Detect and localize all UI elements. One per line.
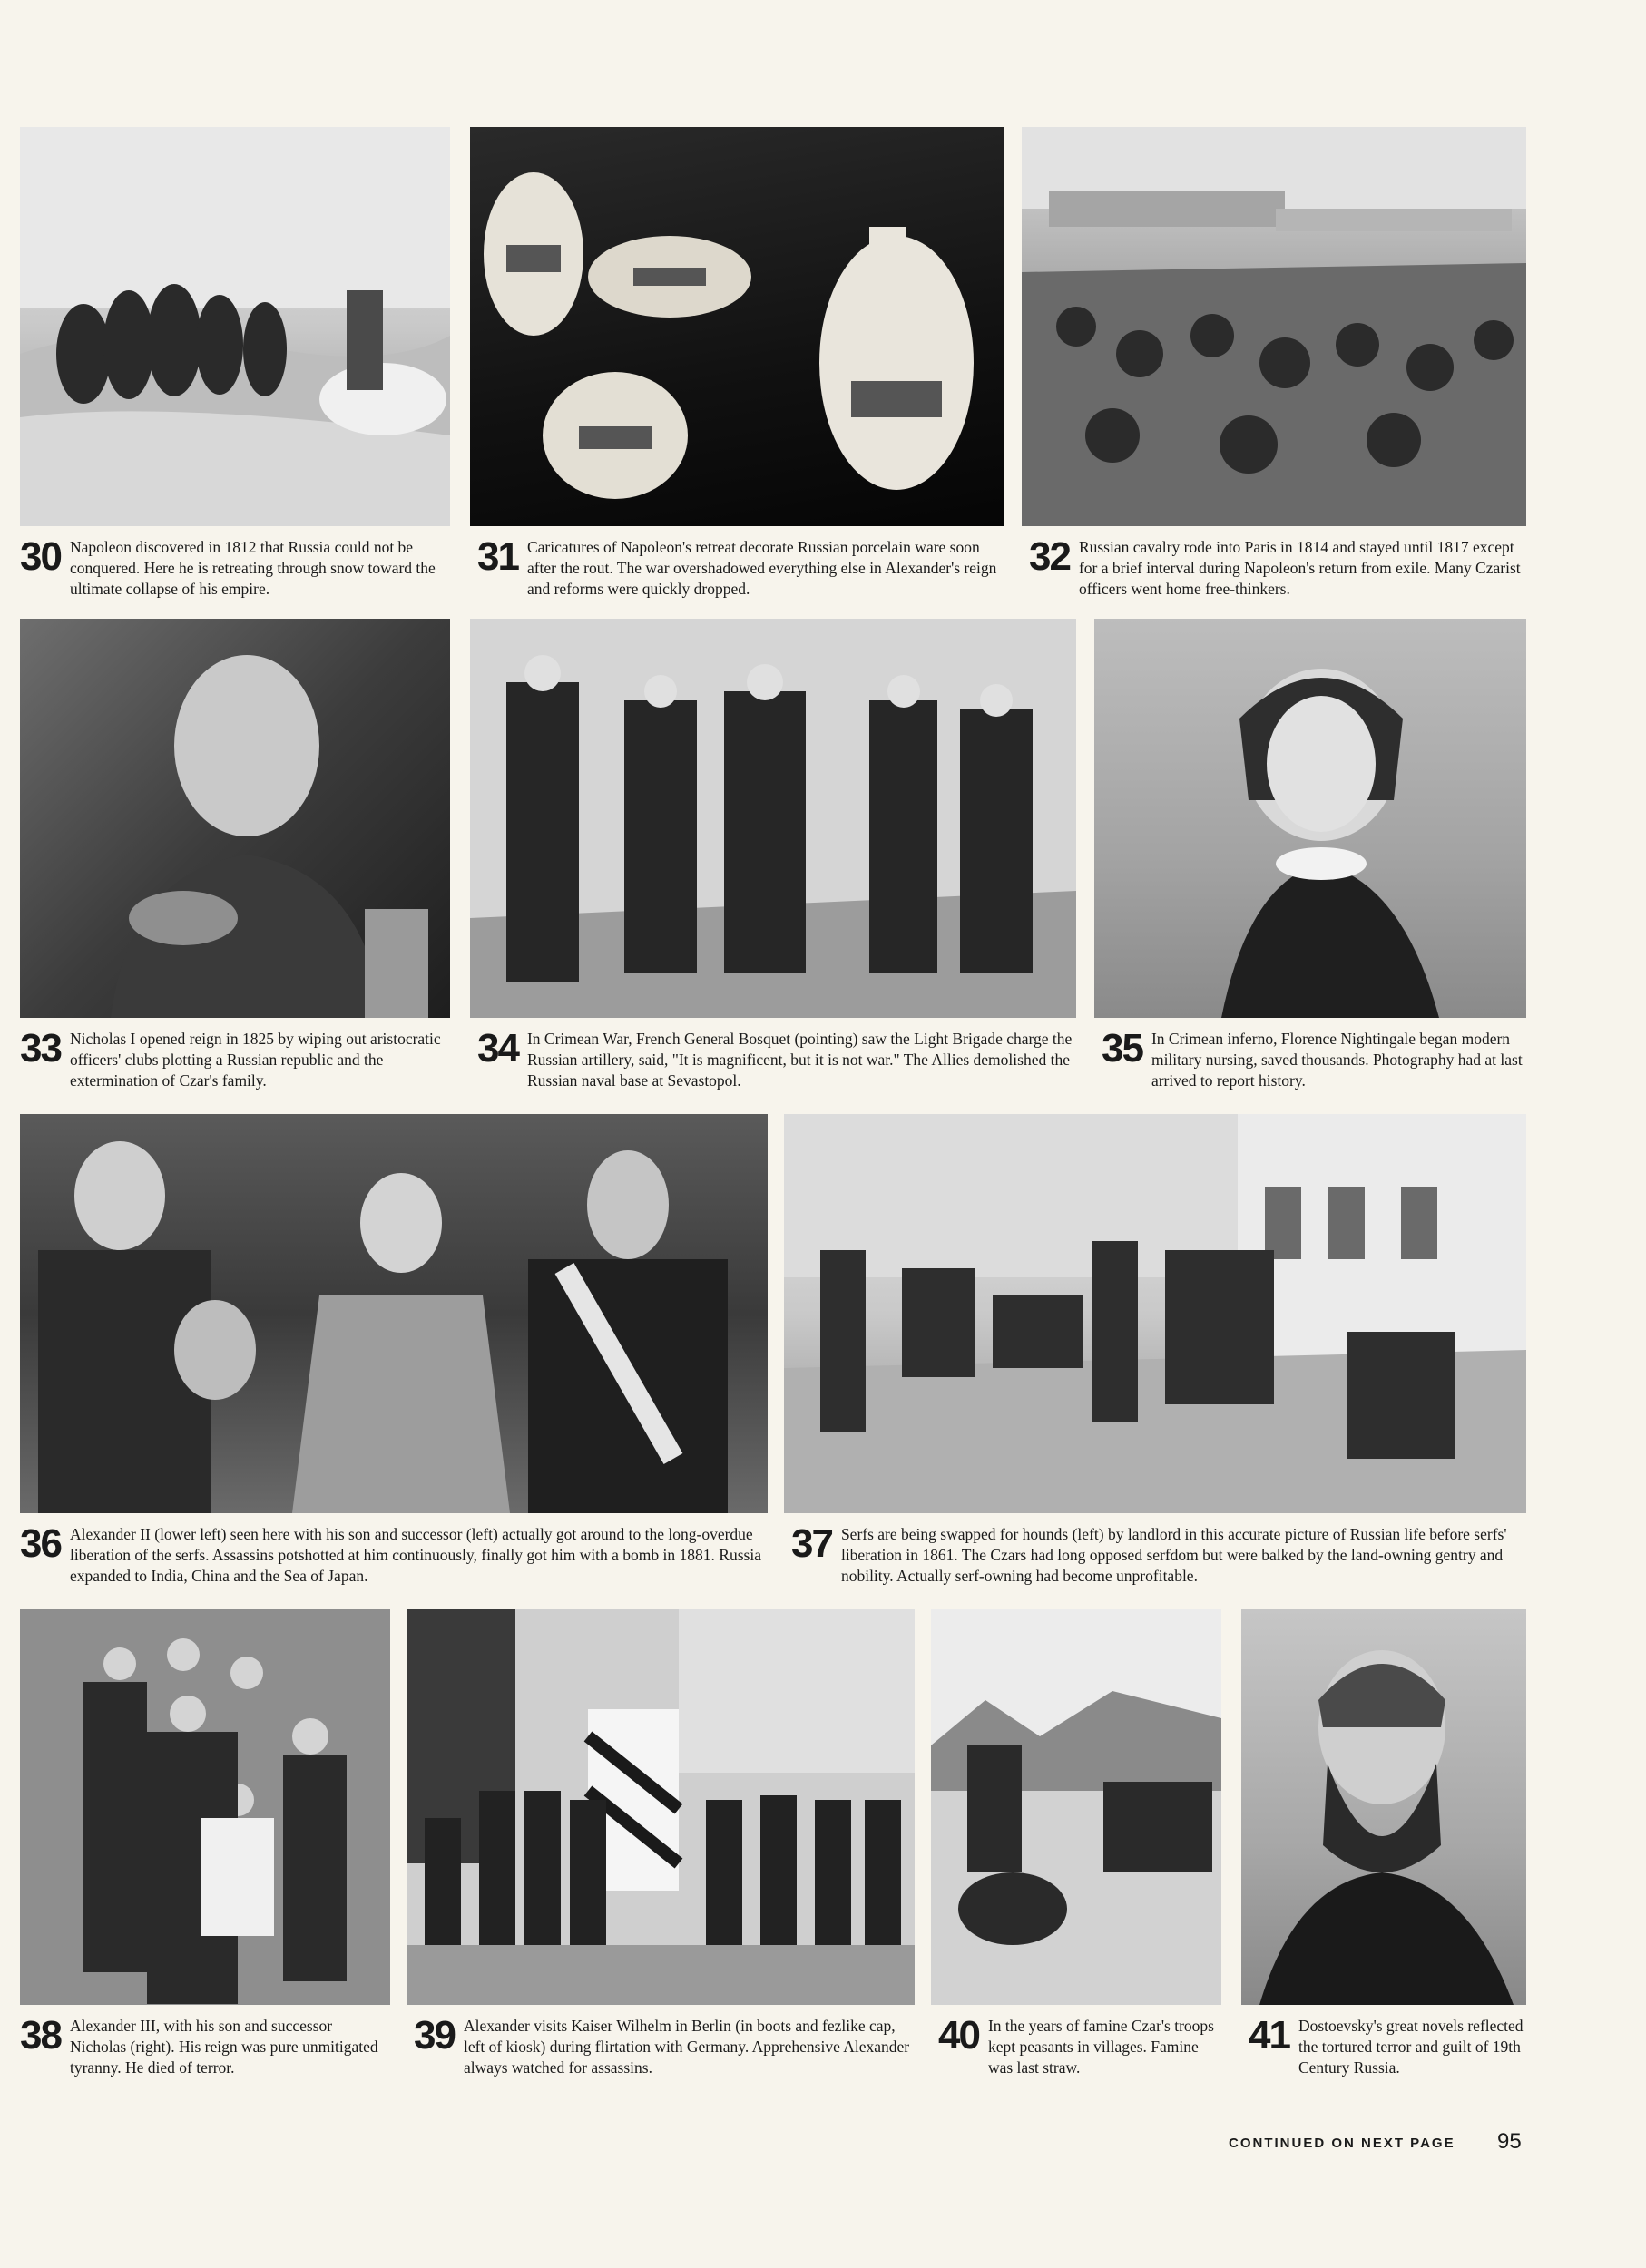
caption-37 — [791, 1521, 1526, 1587]
continued-on-next-page: CONTINUED ON NEXT PAGE — [1229, 2136, 1455, 2151]
photo-37-serfs-for-hounds — [784, 1114, 1526, 1513]
caption-number: 38 — [20, 2013, 61, 2058]
page-number: 95 — [1497, 2129, 1522, 2154]
photo-36-alexander-ii-family — [20, 1114, 768, 1513]
caption-number: 33 — [20, 1026, 61, 1070]
photo-35-florence-nightingale — [1094, 619, 1526, 1018]
photo-33-nicholas-i — [20, 619, 450, 1018]
photo-40-famine-troops — [931, 1609, 1221, 2005]
caption-text: Russian cavalry rode into Paris in 1814 and stayed until 1817 except for a brief interval during Napoleon's return from exile. Many Czarist officers went home free-thinkers. — [1078, 538, 1521, 598]
photo-38-alexander-iii-family — [20, 1609, 390, 2005]
photo-31-porcelain — [470, 127, 1004, 526]
caption-number: 34 — [477, 1026, 518, 1070]
caption-31 — [477, 534, 1004, 600]
caption-39 — [414, 2013, 915, 2078]
caption-number: 35 — [1102, 1026, 1142, 1070]
caption-number: 32 — [1029, 534, 1070, 579]
caption-text: Caricatures of Napoleon's retreat decorate Russian porcelain ware soon after the rout. The war overshadowed everything else in Alexander's reign and reforms were quickly dropped. — [526, 538, 997, 598]
caption-30 — [20, 534, 450, 600]
caption-text: In Crimean War, French General Bosquet (pointing) saw the Light Brigade charge the Russian artillery, said, "It is magnificent, but it is not war." The Allies demolished the Russian naval base at Sevastopol. — [526, 1030, 1073, 1090]
caption-36 — [20, 1521, 768, 1587]
caption-41 — [1249, 2013, 1526, 2078]
caption-text: Dostoevsky's great novels reflected the tortured terror and guilt of 19th Century Russia. — [1298, 2017, 1524, 2077]
caption-35 — [1102, 1026, 1526, 1091]
caption-number: 36 — [20, 1521, 61, 1566]
caption-number: 40 — [938, 2013, 979, 2058]
photo-30-napoleon-retreat — [20, 127, 450, 526]
caption-text: Nicholas I opened reign in 1825 by wiping out aristocratic officers' clubs plotting a Russian republic and the extermination of Czar's family. — [69, 1030, 441, 1090]
caption-34 — [477, 1026, 1076, 1091]
caption-text: Serfs are being swapped for hounds (left) by landlord in this accurate picture of Russian life before serfs' liberation in 1861. The Czars had long opposed serfdom but were balked by the land-owning gentry and nobility. Actually serf-owning had become unprofitable. — [840, 1525, 1507, 1585]
caption-text: Alexander III, with his son and successor Nicholas (right). His reign was pure unmitigated tyranny. He died of terror. — [69, 2017, 378, 2077]
caption-number: 37 — [791, 1521, 832, 1566]
caption-number: 31 — [477, 534, 518, 579]
photo-39-berlin-visit — [407, 1609, 915, 2005]
caption-38 — [20, 2013, 390, 2078]
caption-text: Alexander visits Kaiser Wilhelm in Berlin (in boots and fezlike cap, left of kiosk) during flirtation with Germany. Apprehensive Alexander always watched for assassins. — [463, 2017, 910, 2077]
caption-number: 39 — [414, 2013, 455, 2058]
caption-40 — [938, 2013, 1221, 2078]
caption-33 — [20, 1026, 450, 1091]
caption-text: In Crimean inferno, Florence Nightingale began modern military nursing, saved thousands. Photography had at last arrived to report history. — [1151, 1030, 1523, 1090]
photo-32-russian-cavalry-paris — [1022, 127, 1526, 526]
caption-number: 30 — [20, 534, 61, 579]
caption-text: Alexander II (lower left) seen here with his son and successor (left) actually got around to the long-overdue liberation of the serfs. Assassins potshotted at him continuously, finally got him with a bomb in 1881. Russia expanded to India, China and the Sea of Japan. — [69, 1525, 761, 1585]
photo-34-crimean-officers — [470, 619, 1076, 1018]
caption-text: Napoleon discovered in 1812 that Russia could not be conquered. Here he is retreating through snow toward the ultimate collapse of his empire. — [69, 538, 436, 598]
caption-text: In the years of famine Czar's troops kept peasants in villages. Famine was last straw. — [987, 2017, 1214, 2077]
caption-32 — [1029, 534, 1526, 600]
photo-41-dostoevsky — [1241, 1609, 1526, 2005]
caption-number: 41 — [1249, 2013, 1289, 2058]
